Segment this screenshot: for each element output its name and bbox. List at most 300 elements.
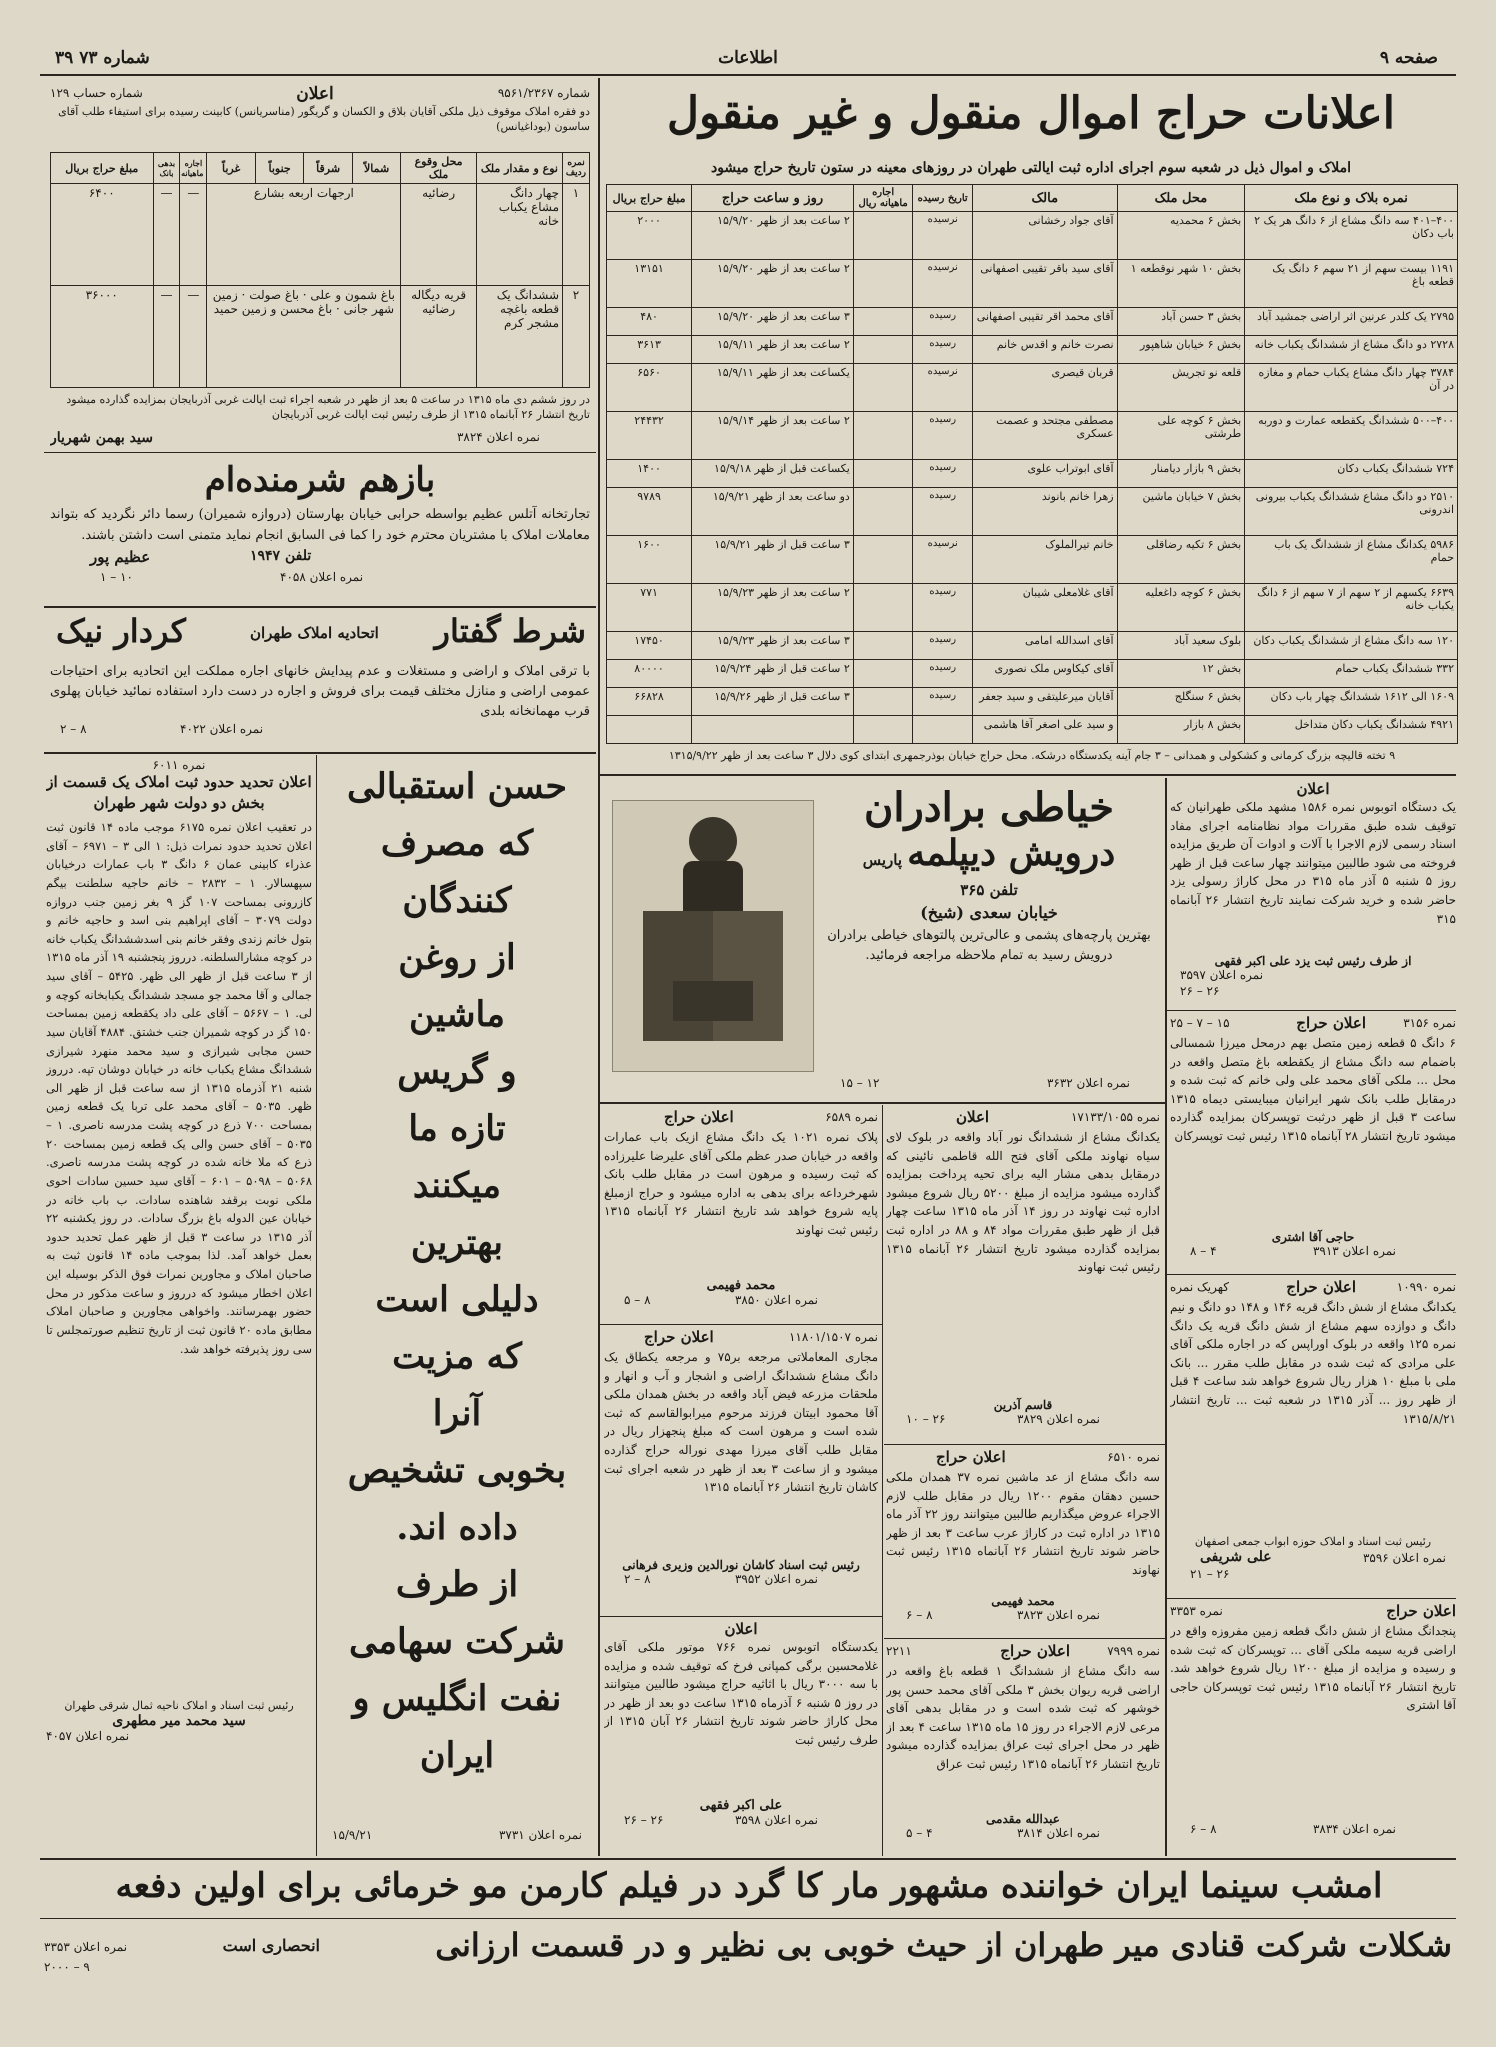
- auction-cell-place: بخش ۶ محمدیه: [1117, 212, 1245, 260]
- notice-3353-text: پنجدانگ مشاع از شش دانگ قطعه زمین مفروزه واقع در اراضی قریه سیمه ملکی آقای ... توپسرکان که ثبت شده و رسیده و مزایده از مبلغ ۱۲۰۰ ریال شروع خواهد شد. تاریخ انتشار ۲۶ آبانماه ۱۳۱۵ رئیس ثبت توپسرکان حاجی آقا اشتری: [1170, 1624, 1456, 1713]
- tailor-illustration-svg: [613, 801, 813, 1071]
- auction-cell-block: ۳۷۸۴ چهار دانگ مشاع یکباب حمام و مغازه در آن: [1245, 363, 1458, 411]
- auction-cell-price: ۱۴۰۰: [607, 460, 692, 488]
- auction-cell-owner: آقای محمد اقر تقیبی اصفهانی: [972, 308, 1117, 336]
- col-price: مبلغ حراج بریال: [607, 185, 692, 212]
- auction-cell-price: ۲۴۴۳۲: [607, 412, 692, 460]
- ad-kerdar-title-right: شرط گفتار: [434, 612, 586, 650]
- ad-naft-line: تازه ما: [408, 1108, 506, 1149]
- notice-7999: [886, 1642, 1160, 1852]
- auction-cell-time: ۲ ساعت بعد از ظهر ۱۵/۹/۱۴: [692, 412, 854, 460]
- ad-shame: [50, 458, 590, 604]
- rule: [884, 1638, 1166, 1639]
- bounds-col-east: شرقاً: [304, 153, 353, 184]
- notice-6510-head: [886, 1448, 1160, 1468]
- ad-naft-line: بخوبی تشخیص: [347, 1450, 567, 1491]
- auction-subtitle: املاک و اموال ذیل در شعبه سوم اجرای اداره ثبت ایالتی طهران در روزهای معینه در ستون تاریخ حراج میشود: [710, 160, 1352, 176]
- auction-table-body: [607, 212, 1458, 744]
- auction-row: [607, 336, 1458, 364]
- auction-cell-time: ۲ ساعت بعد از ظهر ۱۵/۹/۱۱: [692, 336, 854, 364]
- notice-3156-date: ۴ – ۸: [1190, 1244, 1217, 1258]
- rule: [884, 1444, 1166, 1445]
- auction-cell-rent: [853, 688, 913, 716]
- notice-7999-meta: [886, 1826, 1160, 1842]
- notice-bus-1-title: اعلان: [724, 1620, 758, 1638]
- notice-bus-2-title: اعلان: [1296, 780, 1330, 798]
- auction-cell-block: ۴۹۲۱ ششدانگ یکباب دکان متداخل: [1245, 715, 1458, 743]
- notice-bus-1: [604, 1620, 878, 1852]
- notice-6011-body: در تعقیب اعلان نمره ۶۱۷۵ موجب ماده ۱۴ قانون ثبت اعلان تحدید حدود نمرات ذیل: ۱ الی ۳ – ۶۹۷۱ – آقای عذراء کابینی عمان ۶ دانگ ۳ باب عمارات درخیابان سپهسالار. ۱ – ۲۸۳۲ – خانم حاجیه سلطنت بیگم کازرونی بمساحت ۱۰۷ گز ۹ بغر زمین جنب دروازه دولت ۳۰۷۹ – آقای اپراهیم بنی اسد و حاجیه خانم و بتول خانم زندی وفقر خانم بنی اسدششدانگ یکباب خانه در کوچه مشارالسلطنه. درروز پنجشنبه ۱۹ آذر ماه ۱۳۱۵ از ۳ ساعت قبل از ظهر الی ظهر. ۵۴۲۵ – آقای سید جمالی و آقا محمد جو مسجد ششدانگ یکبابخانه کوچه و لی. ۱ – ۵۶۶۷ – آقای علی داد یکقطعه زمین بمساحت ۱۵۰ گز در کوچه شمیران جنب خشتق. ۴۸۸۴ آقایان سید حسن مجابی شیرازی و سید محمد منهرد شیرازی ششدانگ مشاع یکباب خانه در خیابان دوشان تپه. درروز شنبه ۲۱ آذرماه ۱۳۱۵ از سه ساعت قبل از ظهر الی ظهر. ۵۰۳۵ – آقای محمد علی تربا یک قطعه زمین بمساحت ۷۰۰ ذرع در کوچه پشت مدرسه ناصری. ۱ – ۵۰۳۵ – آقای حسن والی یک قطعه زمین بمساحت ۲۰ ذرع که ملا خانه شده در کوچه پشت مدرسه ناصری. ۵۰۶۸ – ۵۰۹۸ – ۶۰۱ – آقای سید حسین سادات احوی ملکی نوبت برقفد شاهنده سادات. ب باب خانه در خیابان عین الدوله باغ بزرگ سادات. در روز یکشنبه ۲۲ آذر ۱۳۱۵ در ساعت ۳ قبل از ظهر عمل تحدید حدود بعمل خواهد آمد. لذا بموجب ماده ۱۴ قانون ثبت به صاحبان املاک و مجاورین نمرات فوق الذکر بوسیله این اعلان اخطار میشود که درروز و ساعت مذکور در محل حضور بهمرسانند. واخواهی مجاورین و صاحبان املاک مطابق ماده ۲۰ قانون ثبت از تاریخ تنظیم صورتمجلس تا سی روز پذیرفته خواهد شد.: [46, 820, 312, 1356]
- auction-cell-block: ۵۹۸۶ یکدانگ مشاع از ششدانگ یک باب حمام: [1245, 536, 1458, 584]
- auction-cell-block: ۲۷۲۸ دو دانگ مشاع از ششدانگ یکباب خانه: [1245, 336, 1458, 364]
- bounds-row: [51, 286, 590, 388]
- notice-3353-date: ۸ – ۶: [1190, 1822, 1217, 1836]
- notice-1713: [886, 1108, 1160, 1440]
- auction-row: [607, 308, 1458, 336]
- ad-shame-sig: عظیم پور: [90, 547, 151, 566]
- notice-7999-text: سه دانگ مشاع از ششدانگ ۱ قطعه باغ واقعه در اراضی قریه ریوان بخش ۳ ملکی آقای محمد حسن پور خوشهر که ثبت شده است و در مقابل بدهی آقای مرعی لازم الاجراء در روز ۱۵ ماه ۱۳۱۵ ساعت ۴ بعد از ظهر در محل اجرای ثبت عراق بمزایده گذارده میشود تاریخ انتشار ۲۶ آبانماه ۱۳۱۵ رئیس ثبت عراق: [886, 1664, 1160, 1771]
- notice-6589-text: پلاک نمره ۱۰۲۱ یک دانگ مشاع ازیک باب عمارات واقعه در خیابان صدر عظم ملکی آقای علیرضا علیرزاده که ثبت رسیده و مرهون است در مقابل طلب بانک شهرخرداعه برای بدهی به اداره میشود و حراج ازمبلغ پایه شروع خواهد شد تاریخ انتشار ۲۶ آبانماه ۱۳۱۵ رئیس ثبت نهاوند: [604, 1130, 878, 1237]
- auction-row: [607, 460, 1458, 488]
- notice-6589-head: [604, 1108, 878, 1128]
- notice-1713-sig: قاسم آذرین: [993, 1398, 1053, 1412]
- notice-11801-meta: [604, 1572, 878, 1588]
- bounds-cell: باغ شمون و علی · باغ صولت · زمین شهر جانی · باغ محسن و زمین حمید: [207, 286, 401, 388]
- ad-tailor-street: خیابان سعدی (شیخ): [920, 903, 1058, 923]
- paper-name: اطلاعات: [718, 48, 778, 68]
- ad-tailor-date: ۱۲ – ۱۵: [840, 1076, 880, 1090]
- ad-naft-line: داده اند.: [396, 1507, 518, 1548]
- notice-11801-ad-number: نمره اعلان ۳۹۵۲: [734, 1572, 818, 1586]
- bounds-col-south: جنوباً: [255, 153, 304, 184]
- notice-11801-title: اعلان حراج: [644, 1328, 714, 1346]
- col-status: تاریخ رسیده: [913, 185, 973, 212]
- notice-bus-2-text: یک دستگاه اتوبوس نمره ۱۵۸۶ مشهد ملکی طهرانیان که توقیف شده طبق مقررات مواد نظامنامه اجرای مفاد اسناد رسمی لازم الاجرا با آلات و ادوات آن طریق مزایده فروخته می شود طالبین میتوانند چهار ساعت قبل از ظهر روز ۵ شنبه ۵ آذر ماه ۳۱۵ در محل کاراژ رسولی یزد حاضر شده و خرید شرکت نمایند تاریخ انتشار ۲۶ آبانماه ۳۱۵: [1170, 800, 1456, 926]
- ad-kerdar-union: اتحادیه املاک طهران: [250, 624, 379, 642]
- notice-6510-sig: محمد فهیمی: [991, 1594, 1055, 1608]
- notice-bus-2-sig: از طرف رئیس ثبت یزد علی اکبر فقهی: [1214, 954, 1412, 968]
- bounds-cell: —: [153, 184, 180, 286]
- ad-naft: [322, 758, 592, 1852]
- notice-account: شماره حساب ۱۲۹: [50, 86, 143, 100]
- notice-3156: [1170, 1014, 1456, 1270]
- auction-cell-owner: و سید علی اصغر آقا هاشمی: [972, 715, 1117, 743]
- ad-tailor-line1: خیاطی برادران: [863, 784, 1115, 831]
- auction-cell-place: قلعه نو تجریش: [1117, 363, 1245, 411]
- bounds-cell: ۱: [563, 184, 590, 286]
- auction-cell-price: [607, 715, 692, 743]
- notice-1713-head: [886, 1108, 1160, 1128]
- auction-cell-status: رسیده: [913, 308, 973, 336]
- bounds-header-row: [51, 153, 590, 184]
- notice-10990-code: کهریک نمره: [1170, 1280, 1229, 1294]
- bottom-ad-number: نمره اعلان ۳۳۵۳: [44, 1940, 128, 1954]
- bounds-cell: ۳۶۰۰۰: [51, 286, 154, 388]
- auction-cell-place: بخش ۸ بازار: [1117, 715, 1245, 743]
- auction-cell-status: رسیده: [913, 632, 973, 660]
- auction-cell-place: بخش ۳ حسن آباد: [1117, 308, 1245, 336]
- col-place: محل ملک: [1117, 185, 1245, 212]
- auction-cell-time: ۳ ساعت بعد از ظهر ۱۵/۹/۲۰: [692, 308, 854, 336]
- auction-cell-status: نرسیده: [913, 536, 973, 584]
- notice-3353-head: [1170, 1602, 1456, 1622]
- auction-row: [607, 488, 1458, 536]
- auction-cell-rent: [853, 212, 913, 260]
- notice-6011-number: نمره ۶۰۱۱: [152, 758, 206, 772]
- ad-tailor-meta: [820, 1076, 1150, 1092]
- ad-kerdar: [50, 612, 590, 748]
- rule-under-auction: [600, 774, 1456, 776]
- notice-10990-meta: [1170, 1549, 1456, 1567]
- bounds-col-debt: بدهی بانک: [153, 153, 180, 184]
- ad-tailor-text-block: [824, 784, 1154, 966]
- auction-cell-block: ۲۷۹۵ یک کلدر عرنین اثر اراضی جمشید آباد: [1245, 308, 1458, 336]
- notice-3156-text: ۶ دانگ ۵ قطعه زمین متصل بهم درمحل میرزا شمسالی باضمام سه دانگ مشاع از یکقطعه باغ متصل واقعه در محل ... ملکی آقای محمد علی ولی خانم که ثبت شده و درمقابل طلب بانک شهر ایرانیان میبایستی دیماه ۱۳۱۵ ساعت ۳ قبل از ظهر درثبت توپسرکان بمزایده گذارده میشود تاریخ انتشار ۲۸ آبانماه ۱۳۱۵ رئیس ثبت توپسرکان: [1170, 1036, 1456, 1143]
- ad-kerdar-date: ۸ – ۲: [60, 722, 87, 737]
- auction-cell-rent: [853, 412, 913, 460]
- notice-intro: دو فقره املاک موقوف ذیل ملکی آقایان بلاق و الکسان و گریگور (مناسریانس) کابینت رسیده برای استیفاء طلب آقای ساسون (بوداغیانس): [58, 105, 590, 134]
- auction-cell-time: دو ساعت بعد از ظهر ۱۵/۹/۲۱: [692, 488, 854, 536]
- bounds-cell: ۲: [563, 286, 590, 388]
- auction-table: [606, 184, 1458, 744]
- ad-naft-line: دلیلی است: [375, 1279, 539, 1320]
- ad-naft-line: و گریس: [397, 1051, 517, 1092]
- notice-10990-date: ۲۶ – ۲۱: [1190, 1567, 1230, 1582]
- auction-cell-owner: آقایان میرعلیتقی و سید جعفر: [972, 688, 1117, 716]
- notice-3353-meta: [1170, 1822, 1456, 1838]
- notice-3156-number: نمره ۳۱۵۶: [1403, 1016, 1456, 1030]
- ad-naft-line: میکنند: [412, 1165, 502, 1206]
- auction-cell-status: رسیده: [913, 460, 973, 488]
- rule: [40, 1918, 1456, 1919]
- notice-3353-ad-number: نمره اعلان ۳۸۳۴: [1312, 1822, 1396, 1836]
- notice-10990-number: نمره ۱۰۹۹۰: [1396, 1280, 1456, 1294]
- ad-naft-line: که مصرف: [380, 823, 534, 864]
- notice-1713-date: ۲۶ – ۱۰: [906, 1412, 946, 1426]
- notice-footer: در روز ششم دی ماه ۱۳۱۵ در ساعت ۵ بعد از ظهر در شعبه اجراء ثبت ایالت غربی آذربایجان بمزایده گذارده میشود تاریخ انتشار ۲۶ آبانماه ۱۳۱۵ از طرف رئیس ثبت ایالت غربی آذربایجان: [66, 393, 590, 422]
- auction-cell-rent: [853, 660, 913, 688]
- notice-bus-2-ad-number: نمره اعلان ۳۵۹۷: [1180, 968, 1264, 982]
- ad-kerdar-head: [50, 612, 590, 662]
- notice-7999-sig: عبدالله مقدمی: [986, 1812, 1060, 1826]
- auction-cell-price: ۹۷۸۹: [607, 488, 692, 536]
- auction-cell-owner: نصرت خانم و اقدس خانم: [972, 336, 1117, 364]
- notice-6510-ad-number: نمره اعلان ۳۸۲۳: [1016, 1608, 1100, 1622]
- notice-10990: [1170, 1278, 1456, 1594]
- rule: [1167, 1010, 1456, 1011]
- auction-cell-price: ۱۶۰۰: [607, 536, 692, 584]
- auction-cell-rent: [853, 584, 913, 632]
- auction-footnote: ۹ تخته قالیچه بزرگ کرمانی و کشکولی و همدانی – ۳ جام آینه یکدستگاه درشکه. محل حراج خیابان بوذرجمهری ابتدای کوی دلال ۳ ساعت بعد از ظهر ۱۳۱۵/۹/۲۲: [668, 749, 1396, 762]
- bounds-col-price: مبلغ حراج بریال: [51, 153, 154, 184]
- auction-row: [607, 660, 1458, 688]
- auction-cell-place: بخش ۶ تکیه رضاقلی: [1117, 536, 1245, 584]
- ad-naft-date: ۱۵/۹/۲۱: [332, 1828, 373, 1842]
- ad-shame-date: ۱۰ – ۱: [100, 569, 133, 584]
- auction-cell-price: ۷۷۱: [607, 584, 692, 632]
- auction-cell-place: بخش ۶ سنگلج: [1117, 688, 1245, 716]
- auction-cell-owner: زهرا خانم بانوند: [972, 488, 1117, 536]
- notice-10990-ad-number: نمره اعلان ۳۵۹۶: [1362, 1551, 1446, 1566]
- auction-cell-price: ۱۳۱۵۱: [607, 260, 692, 308]
- notice-10990-text: یکدانگ مشاع از شش دانگ قریه ۱۴۶ و ۱۴۸ دو دانگ و نیم دانگ و دوازده سهم مشاع از شش دانگ قریه یک دانگ نمره ۱۲۵ واقعه در بلوک اوراپس که در اجاره ملکی آقای علی مرادی که ثبت شده در مقابل طلب مقرر ... بانک ملی با مبلغ ۱۰ هزار ریال شروع خواهد شد ساعت ۴ قبل از ظهر روز ... آذر ۱۳۱۵ در شعبه ثبت ... تاریخ انتشار ۱۳۱۵/۸/۲۱: [1170, 1300, 1456, 1426]
- bounds-row: [51, 184, 590, 286]
- auction-cell-time: یکساعت بعد از ظهر ۱۵/۹/۱۱: [692, 363, 854, 411]
- auction-row: [607, 260, 1458, 308]
- notice-11801-head: [604, 1328, 878, 1348]
- notice-bus-1-date: ۲۶ – ۲۶: [624, 1813, 664, 1827]
- notice-bus-1-ad-number: نمره اعلان ۳۵۹۸: [734, 1813, 818, 1827]
- auction-cell-status: رسیده: [913, 688, 973, 716]
- bounds-col-west: غرباً: [207, 153, 256, 184]
- auction-cell-price: ۶۵۶۰: [607, 363, 692, 411]
- auction-cell-place: بخش ۶ کوچه علی طرشتی: [1117, 412, 1245, 460]
- auction-cell-block: ۲۵۱۰ دو دانگ مشاع ششدانگ یکباب بیرونی اندرونی: [1245, 488, 1458, 536]
- notice-signature: سید بهمن شهریار: [50, 430, 153, 446]
- notice-7999-head: [886, 1642, 1160, 1662]
- notice-11801: [604, 1328, 878, 1612]
- notice-6589-date: ۸ – ۵: [624, 1293, 651, 1307]
- notice-1713-text: یکدانگ مشاع از ششدانگ نور آباد واقعه در بلوک لای سیاه نهاوند ملکی آقای فتح الله قاطمی نائینی که درمقابل بدهی مشار الیه برای تحیه پرداخت بمزایده گذارده میشود مزایده از مبلغ ۵۲۰۰ ریال شروع میشود اداره ثبت نهاوند در روز ۱۴ آذر ماه ۱۳۱۵ ساعت چهار قبل از ظهر طبق مقررات مواد ۸۴ و ۸۸ در اداره ثبت بمزایده گذارده میشود تاریخ انتشار ۲۶ آبانماه ۱۳۱۵ رئیس ثبت نهاوند: [886, 1130, 1160, 1275]
- bounds-cell: چهار دانگ مشاع یکباب خانه: [476, 184, 562, 286]
- notice-6011-sig: سید محمد میر مطهری: [112, 1713, 246, 1730]
- notice-bus-1-text: یکدستگاه اتوبوس نمره ۷۶۶ موتور ملکی آقای غلامحسین برگی کمپانی فرخ که توقیف شده و مزایده با سه ۳۰۰۰ ریال با اثاثیه حراج میشود طالبین میتوانند در روز ۵ شنبه ۶ آذرماه ۱۳۱۵ ساعت دو بعد از ظهر در محل کاراژ حاضر شوند تاریخ انتشار ۲۶ آبان ۱۳۱۵ از طرف رئیس ثبت: [604, 1640, 878, 1747]
- notice-6011: [46, 758, 312, 1852]
- ad-naft-number: نمره اعلان ۳۷۳۱: [498, 1828, 582, 1842]
- issue-number: شماره ۷۳ ۳۹: [55, 48, 150, 68]
- column-divider-lower-2: [882, 1105, 883, 1856]
- notice-3156-head: [1170, 1014, 1456, 1034]
- notice-6589-title: اعلان حراج: [664, 1108, 734, 1126]
- ad-shame-number: نمره اعلان ۴۰۵۸: [280, 569, 364, 584]
- ad-naft-line: از طرف: [395, 1564, 519, 1605]
- bounds-col-north: شمالاً: [352, 153, 401, 184]
- notice-11801-date: ۸ – ۲: [624, 1572, 651, 1586]
- bounds-col-type: نوع و مقدار ملک: [476, 153, 562, 184]
- column-divider-main: [598, 78, 600, 1856]
- auction-cell-time: ۲ ساعت بعد از ظهر ۱۵/۹/۲۳: [692, 584, 854, 632]
- notice-bus-2: [1170, 780, 1456, 1006]
- ad-naft-line: شرکت سهامی: [349, 1621, 565, 1662]
- exclusive-label: انحصاری است: [222, 1936, 320, 1955]
- notice-10990-head: [1170, 1278, 1456, 1298]
- auction-cell-status: رسیده: [913, 412, 973, 460]
- notice-bus-1-sig: علی اکبر فقهی: [699, 1798, 783, 1813]
- auction-cell-price: ۱۷۴۵۰: [607, 632, 692, 660]
- notice-3353: [1170, 1602, 1456, 1852]
- bounds-cell: —: [153, 286, 180, 388]
- notice-ad-number: نمره اعلان ۳۸۲۴: [456, 430, 540, 444]
- notice-6510-text: سه دانگ مشاع از عد ماشین نمره ۳۷ همدان ملکی حسین دهقان مقوم ۱۲۰۰ ریال در مقابل طلب لازم الاجراء عروض میگذاریم طالبین میتوانند روز ۲۲ آذر ماه ۱۳۱۵ در اداره ثبت در کاراژ عرب ساعت ۳ بعد از ظهر حاضر شوند تاریخ انتشار ۲۶ آبانماه ۱۳۱۵ رئیس ثبت نهاوند: [886, 1470, 1160, 1577]
- notice-3353-number: نمره ۳۳۵۳: [1170, 1604, 1223, 1618]
- auction-cell-status: رسیده: [913, 336, 973, 364]
- ad-shame-title: بازهم شرمنده‌ام: [204, 460, 436, 500]
- ad-shame-meta: [50, 570, 590, 586]
- notice-6011-title: اعلان تحدید حدود ثبت املاک یک قسمت از بخش دو دولت شهر طهران: [46, 773, 312, 812]
- auction-cell-time: ۲ ساعت قبل از ظهر ۱۵/۹/۲۴: [692, 660, 854, 688]
- column-divider-lower-1: [1165, 778, 1167, 1856]
- ad-kerdar-meta: [50, 722, 590, 738]
- notice-1713-meta: [886, 1412, 1160, 1428]
- auction-row: [607, 536, 1458, 584]
- notice-3156-code: ۱۵ – ۷ – ۲۵: [1170, 1016, 1230, 1030]
- ad-tailor-number: نمره اعلان ۳۶۳۲: [1046, 1076, 1130, 1090]
- notice-6589: [604, 1108, 878, 1320]
- rule: [44, 452, 596, 453]
- notice-7999-number: نمره ۷۹۹۹: [1107, 1644, 1160, 1658]
- ad-tailor-paris: پاریس: [862, 851, 902, 869]
- ad-shame-footer: [50, 548, 590, 570]
- auction-header-row: [607, 185, 1458, 212]
- bottom-ad-date: ۹ – ۲۰۰۰: [44, 1960, 90, 1974]
- notice-6011-sig-label: رئیس ثبت اسناد و املاک ناحیه ثمال شرقی طهران: [64, 1699, 294, 1712]
- rule: [600, 1102, 1166, 1104]
- auction-cell-block: ۱۲۰ سه دانگ مشاع از ششدانگ یکباب دکان: [1245, 632, 1458, 660]
- ad-naft-line: ماشین: [409, 994, 505, 1035]
- notice-number: شماره ۹۵۶۱/۲۳۶۷: [497, 86, 590, 100]
- ad-naft-line: کنندگان: [402, 880, 512, 921]
- auction-cell-owner: قربان قیصری: [972, 363, 1117, 411]
- bounds-col-n: نمره ردیف: [563, 153, 590, 184]
- auction-row: [607, 688, 1458, 716]
- ad-shame-text: تجارتخانه آتلس عظیم بواسطه حرابی خیابان بهارستان (دروازه شمیران) رسما دائر نگردید که بتواند معاملات املاک با مشتریان محترم خود را کما فی السابق انجام نماید متمنی است داشتن باشند.: [50, 507, 590, 543]
- auction-cell-status: رسیده: [913, 488, 973, 536]
- bounds-col-rent: اجاره ماهیانه: [180, 153, 207, 184]
- notice-7999-title: اعلان حراج: [1000, 1642, 1070, 1660]
- notice-10990-sig: علی شریفی: [1200, 1549, 1272, 1566]
- auction-row: [607, 412, 1458, 460]
- auction-cell-time: ۳ ساعت قبل از ظهر ۱۵/۹/۲۱: [692, 536, 854, 584]
- notice-3156-title: اعلان حراج: [1296, 1014, 1366, 1032]
- notice-1713-title: اعلان: [956, 1108, 990, 1126]
- col-block: نمره بلاک و نوع ملک: [1245, 185, 1458, 212]
- auction-row: [607, 584, 1458, 632]
- auction-cell-rent: [853, 460, 913, 488]
- auction-cell-rent: [853, 308, 913, 336]
- auction-cell-place: بخش ۱۲: [1117, 660, 1245, 688]
- notice-1713-ad-number: نمره اعلان ۳۸۲۹: [1016, 1412, 1100, 1426]
- ad-shame-phone: تلفن ۱۹۴۷: [250, 547, 312, 564]
- ad-tailor-line2-wrap: [824, 832, 1154, 875]
- auction-cell-owner: آقای غلامعلی شیبان: [972, 584, 1117, 632]
- ad-naft-line: حسن استقبالی: [346, 766, 568, 807]
- rule: [600, 1616, 882, 1617]
- ad-naft-line: از روغن: [398, 937, 516, 978]
- ad-kerdar-number: نمره اعلان ۴۰۲۲: [180, 722, 264, 737]
- auction-cell-rent: [853, 336, 913, 364]
- col-time: روز و ساعت حراج: [692, 185, 854, 212]
- notice-bus-2-meta-2: [1170, 984, 1456, 1000]
- col-owner: مالک: [972, 185, 1117, 212]
- auction-cell-block: ۱۶۰۹ الی ۱۶۱۲ ششدانگ چهار باب دکان: [1245, 688, 1458, 716]
- auction-cell-time: ۲ ساعت بعد از ظهر ۱۵/۹/۲۰: [692, 212, 854, 260]
- ad-naft-line: که مزیت: [392, 1336, 522, 1377]
- auction-cell-rent: [853, 363, 913, 411]
- auction-row: [607, 715, 1458, 743]
- notice-11801-number: نمره ۱۱۸۰۱/۱۵۰۷: [788, 1330, 878, 1344]
- notice-3156-sig: حاجی آقا اشتری: [1271, 1230, 1355, 1244]
- auction-cell-owner: خانم تیرالملوک: [972, 536, 1117, 584]
- notice-11801-text: مجاری المعاملاتی مرجعه بر۷۵ و مرجعه یکطاق یک دانگ مشاع ششدانگ اراضی و اشجار و آب و انهار و ملحقات مزرعه فیض آباد واقعه در بخش همدان ملکی آقا محمود ابیتان فرزند مرحوم میرابوالقاسم که ثبت شده است و مرهون است که مبلغ پنجهزار ریال در مقابل طلب آقای میرزا مهدی نوراله حراج گذارده میشود و از ساعت ۳ بعد از ظهر در شعبه اجرای ثبت کاشان تاریخ انتشار ۲۶ آبانماه ۱۳۱۵: [604, 1350, 878, 1495]
- auction-cell-rent: [853, 715, 913, 743]
- ad-naft-meta: [322, 1828, 592, 1846]
- auction-cell-owner: آقای سید باقر تقیبی اصفهانی: [972, 260, 1117, 308]
- page-number: صفحه ۹: [1379, 48, 1438, 68]
- auction-cell-owner: مصطفی مجتحد و عصمت عسکری: [972, 412, 1117, 460]
- auction-cell-price: ۴۸۰: [607, 308, 692, 336]
- notice-7999-code: ۲۲۱۱: [886, 1644, 912, 1658]
- auction-cell-price: ۲۰۰۰: [607, 212, 692, 260]
- auction-cell-block: ۷۲۴ ششدانگ یکباب دکان: [1245, 460, 1458, 488]
- rule-bottom: [40, 1858, 1456, 1860]
- auction-cell-status: نرسیده: [913, 363, 973, 411]
- auction-cell-rent: [853, 536, 913, 584]
- ad-naft-line: نفت انگلیس و: [352, 1678, 562, 1719]
- auction-cell-place: بخش ۱۰ شهر نوقطعه ۱: [1117, 260, 1245, 308]
- auction-cell-time: ۲ ساعت بعد از ظهر ۱۵/۹/۲۰: [692, 260, 854, 308]
- auction-row: [607, 212, 1458, 260]
- auction-cell-price: ۶۶۸۲۸: [607, 688, 692, 716]
- auction-cell-time: ۳ ساعت بعد از ظهر ۱۵/۹/۲۳: [692, 632, 854, 660]
- auction-cell-status: نرسیده: [913, 260, 973, 308]
- bounds-cell: ششدانگ یک قطعه باغچه مشجر کرم: [476, 286, 562, 388]
- auction-cell-status: نرسیده: [913, 212, 973, 260]
- col-rent: اجاره ماهیانه ریال: [853, 185, 913, 212]
- ad-naft-lines: [322, 758, 592, 1784]
- ad-kerdar-title-left: کردار نیک: [56, 612, 186, 650]
- auction-cell-place: بلوک سعید آباد: [1117, 632, 1245, 660]
- notice-11801-sig: رئیس ثبت اسناد کاشان نورالدین وزیری فرهانی: [622, 1558, 860, 1572]
- auction-cell-time: ۳ ساعت قبل از ظهر ۱۵/۹/۲۶: [692, 688, 854, 716]
- rule: [1167, 1274, 1456, 1275]
- cinema-banner: امشب سینما ایران خواننده مشهور مار کا گرد در فیلم کارمن مو خرمائی برای اولین دفعه: [115, 1866, 1383, 1906]
- notice-3353-title: اعلان حراج: [1386, 1602, 1456, 1620]
- ad-tailor-text: بهترین پارچه‌های پشمی و عالی‌ترین پالتوهای خیاطی برادران درویش رسید به تمام ملاحظه مراجعه فرمائید.: [827, 928, 1151, 964]
- notice-6510: [886, 1448, 1160, 1634]
- notice-6011-ad-number: نمره اعلان ۴۰۵۷: [46, 1729, 130, 1744]
- bounds-col-place: محل وقوع ملک: [401, 153, 476, 184]
- auction-cell-owner: آقای جواد رخشانی: [972, 212, 1117, 260]
- ad-kerdar-text: با ترقی املاک و اراضی و مستغلات و عدم پیدایش خانهای اجاره مملکت این اتحادیه برای احتیاجات عمومی اراضی و منازل مختلف قیمت برای فروش و اجاره در دست دارد استفاده نمائید خیابان پهلوی قرب مهمانخانه بلدی: [50, 664, 590, 720]
- notice-6510-date: ۸ – ۶: [906, 1608, 933, 1622]
- ad-naft-line: ایران: [419, 1735, 495, 1776]
- auction-cell-block: ۶۶۳۹ یکسهم از ۲ سهم از ۷ سهم از ۶ دانگ یکباب خانه: [1245, 584, 1458, 632]
- notice-bounds-table: [50, 152, 590, 388]
- auction-row: [607, 632, 1458, 660]
- column-divider-lower-3: [316, 755, 317, 1856]
- auction-cell-price: ۳۶۱۳: [607, 336, 692, 364]
- notice-1713-number: نمره ۱۷۱۳۳/۱۰۵۵: [1070, 1110, 1160, 1124]
- rule: [44, 606, 596, 608]
- auction-cell-time: [692, 715, 854, 743]
- chocolate-banner: شکلات شرکت قنادی میر طهران از حیث خوبی بی نظیر و در قسمت ارزانی: [435, 1926, 1452, 1964]
- tailor-illustration: [612, 800, 814, 1072]
- auction-row: [607, 363, 1458, 411]
- auction-cell-place: بخش ۷ خیابان ماشین: [1117, 488, 1245, 536]
- auction-cell-owner: آقای کیکاوس ملک نصوری: [972, 660, 1117, 688]
- auction-cell-price: ۸۰۰۰۰: [607, 660, 692, 688]
- bounds-cell: ارجهات اربعه بشارع: [207, 184, 401, 286]
- auction-cell-owner: آقای ابوتراب علوی: [972, 460, 1117, 488]
- bounds-cell: —: [180, 286, 207, 388]
- notice-6589-meta: [604, 1293, 878, 1309]
- auction-cell-block: ۴۰۰–۴۰۱ سه دانگ مشاع از ۶ دانگ هر یک ۲ باب دکان: [1245, 212, 1458, 260]
- auction-cell-place: بخش ۹ بازار دیامنار: [1117, 460, 1245, 488]
- notice-3156-meta: [1170, 1244, 1456, 1260]
- notice-bus-1-meta: [604, 1813, 878, 1829]
- notice-7999-date: ۴ – ۵: [906, 1826, 933, 1840]
- auction-cell-status: [913, 715, 973, 743]
